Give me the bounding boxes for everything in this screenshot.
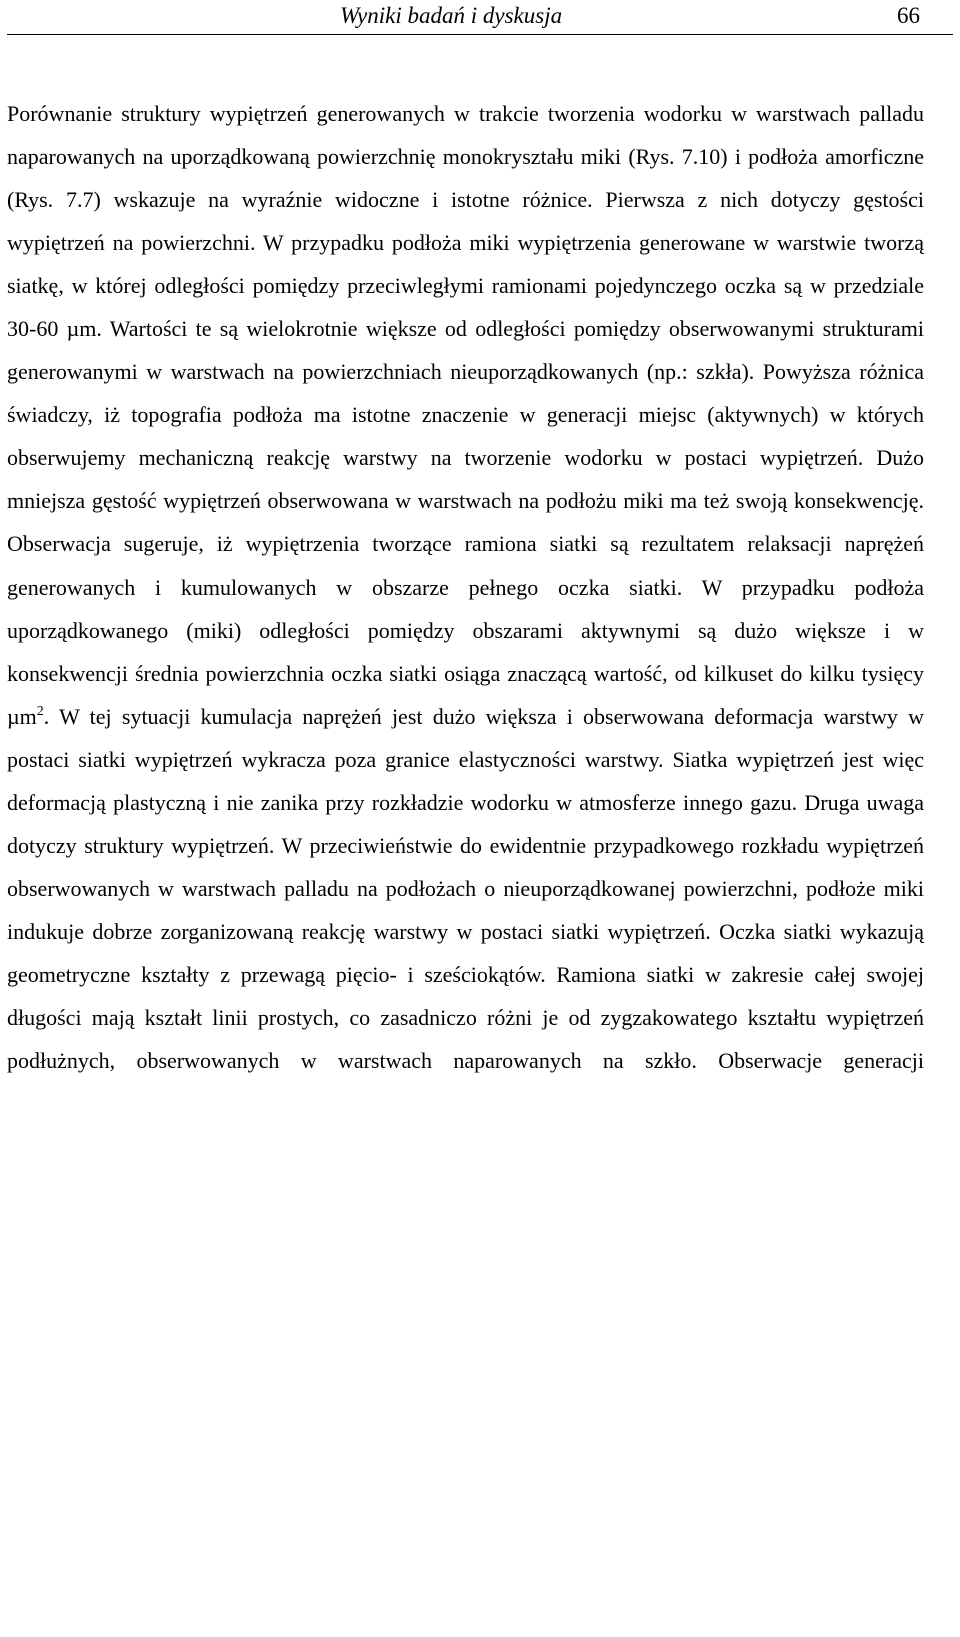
body-paragraph xyxy=(7,92,924,1082)
running-header xyxy=(0,0,960,36)
page-number: 66 xyxy=(897,3,920,28)
body-text-part-1: Porównanie struktury wypiętrzeń generowanych w trakcie tworzenia wodorku w warstwach palladu naparowanych na uporządkowaną powierzchnię monokryształu miki (Rys. 7.10) i podłoża amorficzne (Rys. 7.7) wskazuje na wyraźnie widoczne i istotne różnice. Pierwsza z nich dotyczy gęstości wypiętrzeń na powierzchni. W przypadku podłoża miki wypiętrzenia generowane w warstwie tworzą siatkę, w której odległości pomiędzy przeciwległymi ramionami pojedynczego oczka są w przedziale 30-60 µm. Wartości te są wielokrotnie większe od odległości pomiędzy obserwowanymi strukturami generowanymi w warstwach na powierzchniach nieuporządkowanych (np.: szkła). Powyższa różnica świadczy, iż topografia podłoża ma istotne znaczenie w generacji miejsc (aktywnych) w których obserwujemy mechaniczną reakcję warstwy na tworzenie wodorku w postaci wypiętrzeń. Dużo mniejsza gęstość wypiętrzeń obserwowana w warstwach na podłożu miki ma też swoją konsekwencję. Obserwacja sugeruje, iż wypiętrzenia tworzące ramiona siatki są rezultatem relaksacji naprężeń generowanych i kumulowanych w obszarze pełnego oczka siatki. W przypadku podłoża uporządkowanego (miki) odległości pomiędzy obszarami aktywnymi są dużo większe i w konsekwencji średnia powierzchnia oczka siatki osiąga znaczącą wartość, od kilkuset do kilku tysięcy µm xyxy=(7,101,924,729)
superscript-exponent: 2 xyxy=(36,703,44,719)
header-rule xyxy=(7,34,953,35)
body-text-part-2: . W tej sytuacji kumulacja naprężeń jest dużo większa i obserwowana deformacja warstwy w postaci siatki wypiętrzeń wykracza poza granice elastyczności warstwy. Siatka wypiętrzeń jest więc deformacją plastyczną i nie zanika przy rozkładzie wodorku w atmosferze innego gazu. Druga uwaga dotyczy struktury wypiętrzeń. W przeciwieństwie do ewidentnie przypadkowego rozkładu wypiętrzeń obserwowanych w warstwach palladu na podłożach o nieuporządkowanej powierzchni, podłoże miki indukuje dobrze zorganizowaną reakcję warstwy w postaci siatki wypiętrzeń. Oczka siatki wykazują geometryczne kształty z przewagą pięcio- i sześciokątów. Ramiona siatki w zakresie całej swojej długości mają kształt linii prostych, co zasadniczo różni je od zygzakowatego kształtu wypiętrzeń podłużnych, obserwowanych w warstwach naparowanych na szkło. Obserwacje generacji xyxy=(7,703,924,1074)
chapter-title: Wyniki badań i dyskusja xyxy=(340,3,563,28)
